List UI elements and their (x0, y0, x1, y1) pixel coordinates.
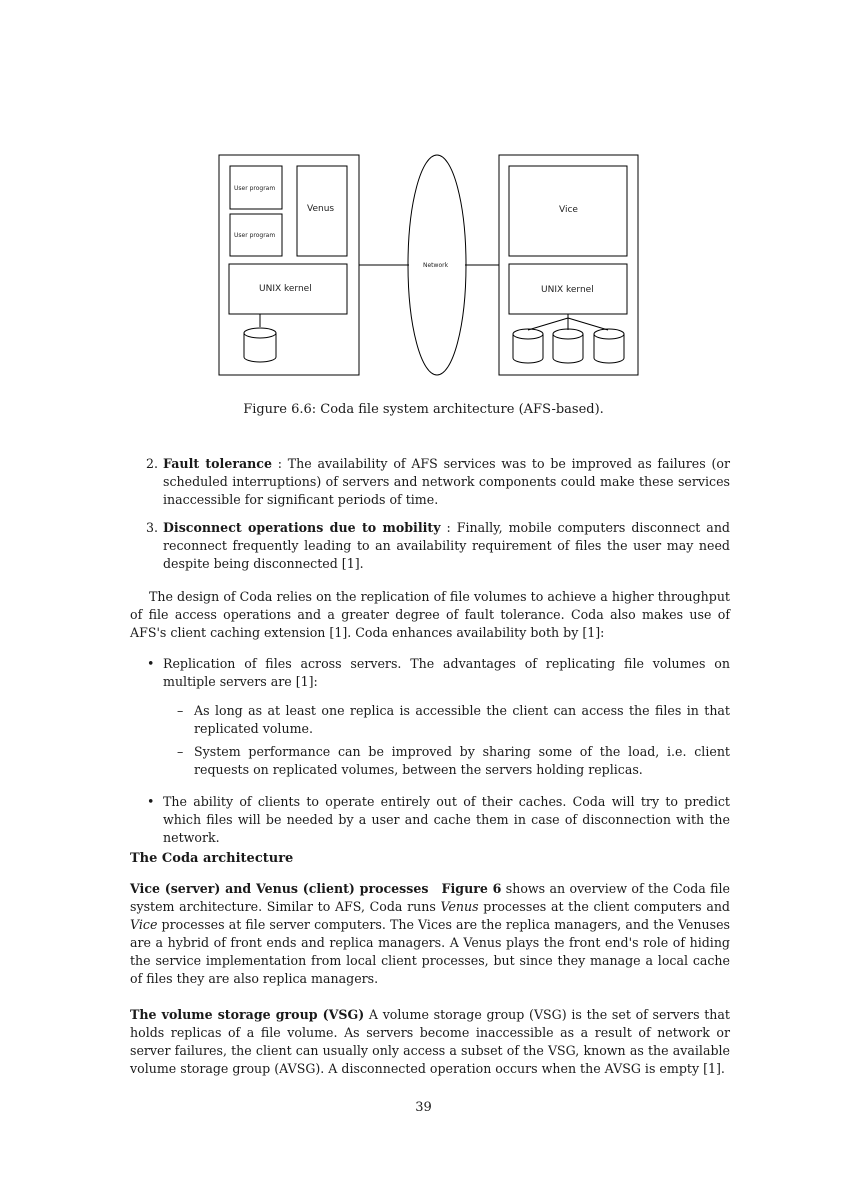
list-item-text: : The availability of AFS services was to be improved as failures (or scheduled interruptions) of servers and network components could make these services inaccessible for significant periods of time. (163, 456, 730, 507)
paragraph-title: The volume storage group (VSG) (130, 1007, 365, 1022)
bullet-replication: Replication of files across servers. The advantages of replicating file volumes on multiple servers are [1]: (163, 656, 730, 689)
page-number: 39 (415, 1100, 432, 1115)
sub-bullet-performance: System performance can be improved by sharing some of the load, i.e. client requests on replicated volumes, between the servers holding replicas. (194, 744, 730, 777)
bullet-caches: The ability of clients to operate entirely out of their caches. Coda will try to predict which files will be needed by a user and cache them in case of disconnection with the network. (163, 794, 730, 845)
user-program-label-1: User program (234, 185, 276, 192)
body-paragraph-vsg (130, 1006, 730, 1078)
list-item-fault-tolerance (163, 455, 730, 509)
list-number: 2. (146, 456, 159, 471)
bullet-mark: • (147, 656, 155, 671)
vice-term: Vice (130, 917, 158, 932)
sub-bullet-replica-accessible: As long as at least one replica is accessible the client can access the files in that replicated volume. (194, 703, 730, 736)
body-paragraph-design: The design of Coda relies on the replication of file volumes to achieve a higher throughput of file access operations and a greater degree of fault tolerance. Coda also makes use of AFS's client caching extension [1]. Coda enhances availability both by [1]: (130, 589, 730, 640)
figure-caption: Figure 6.6: Coda file system architecture (AFS-based). (243, 402, 604, 417)
server-disk-1 (513, 329, 543, 363)
paragraph-text: A volume storage group (VSG) is the set of servers that holds replicas of a file volume. As servers become inaccessible as a result of network or server failures, the client can usually only access a subset of the VSG, known as the available volume storage group (AVSG). A disconnected operation occurs when the AVSG is empty [1]. (130, 1007, 730, 1076)
diagram-svg (0, 0, 847, 400)
dash-mark: – (177, 703, 184, 718)
user-program-label-2: User program (234, 232, 276, 239)
list-item-text: : Finally, mobile computers disconnect and reconnect frequently leading to an availability requirement of files the user may need despite being disconnected [1]. (163, 520, 730, 571)
dash-mark: – (177, 744, 184, 759)
server-kernel-label: UNIX kernel (541, 285, 594, 295)
paragraph-title: Vice (server) and Venus (client) processes (130, 881, 429, 896)
client-kernel-label: UNIX kernel (259, 284, 312, 294)
server-disk-3 (594, 329, 624, 363)
list-number: 3. (146, 520, 159, 535)
paragraph-text: processes at the client computers and (478, 899, 730, 914)
venus-label: Venus (307, 204, 335, 214)
server-disk-2 (553, 329, 583, 363)
client-disk (244, 328, 276, 362)
list-item-title: Fault tolerance (163, 456, 272, 471)
section-heading: The Coda architecture (130, 851, 294, 866)
server-machine-box (499, 155, 638, 375)
bullet-mark: • (147, 794, 155, 809)
list-item-title: Disconnect operations due to mobility (163, 520, 441, 535)
network-label: Network (423, 262, 449, 269)
vice-label: Vice (559, 205, 578, 215)
paragraph-text: processes at file server computers. The Vices are the replica managers, and the Venuses are a hybrid of front ends and replica managers. A Venus plays the front end's role of hiding the service implementation from local client processes, but since they manage a local cache of files they are also replica managers. (130, 917, 730, 986)
venus-term: Venus (440, 899, 479, 914)
paragraph-text: shows an overview of the Coda file system architecture. Similar to AFS, Coda runs (130, 881, 731, 914)
architecture-diagram (0, 0, 847, 400)
figure-reference: Figure 6 (441, 881, 502, 896)
body-paragraph-vice-venus (130, 880, 730, 988)
list-item-disconnect-operations (163, 519, 730, 573)
